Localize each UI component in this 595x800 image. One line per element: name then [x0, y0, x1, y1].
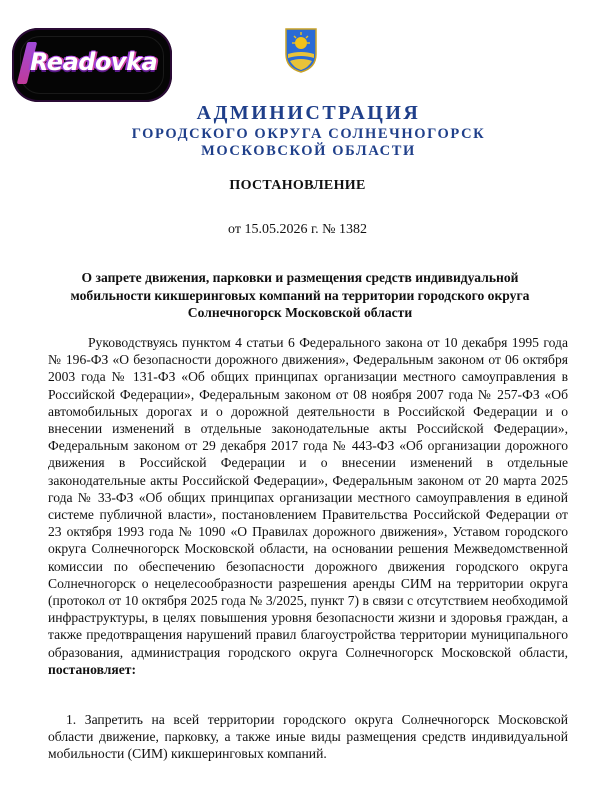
document-title: О запрете движения, парковки и размещения средств индивидуальной мобильности кикшеринговых компаний на территории городского округа Солнечногорск Московской области [70, 270, 530, 320]
document-date-number: от 15.05.2026 г. № 1382 [228, 222, 367, 237]
municipal-coat-of-arms-icon [283, 26, 319, 74]
issuer-district: ГОРОДСКОГО ОКРУГА СОЛНЕЧНОГОРСК [131, 126, 486, 142]
issuer-region: МОСКОВСКОЙ ОБЛАСТИ [201, 143, 416, 159]
issuer-administration: АДМИНИСТРАЦИЯ [196, 102, 421, 124]
resolves-word: постановляет: [48, 661, 136, 677]
issuer-header [0, 100, 595, 160]
document-type: ПОСТАНОВЛЕНИЕ [229, 178, 366, 193]
readovka-watermark [12, 28, 172, 102]
watermark-text: Readovka [30, 48, 158, 76]
preamble-text: Руководствуясь пунктом 4 статьи 6 Федерального закона от 10 декабря 1995 года № 196-ФЗ «О безопасности дорожного движения», Федеральным законом от 06 октября 2003 года № 131-ФЗ «Об общих принципах организации местного самоуправления в Российской Федерации», Федеральным законом от 08 ноября 2007 года № 257-ФЗ «Об автомобильных дорогах и о дорожной деятельности в Российской Федерации и о внесении изменений в отдельные законодательные акты Российской Федерации», Федеральным законом от 29 декабря 2017 года № 443-ФЗ «Об организации дорожного движения в Российской Федерации и о внесении изменений в отдельные законодательные акты Российской Федерации», Федеральным законом от 20 марта 2025 года № 33-ФЗ «Об общих принципах организации местного самоуправления в единой системе публичной власти», постановлением Правительства Российской Федерации от 23 октября 1993 года № 1090 «О Правилах дорожного движения», Уставом городского округа Солнечногорск Московской области, на основании решения Межведомственной комиссии по обеспечению безопасности дорожного движения городского округа Солнечногорск о нецелесообразности разрешения аренды СИМ на территории округа (протокол от 10 октября 2025 года № 3/2025, пункт 7) в связи с отсутствием необходимой инфраструктуры, в целях повышения уровня безопасности жизни и здоровья граждан, а также предотвращения нарушений правил благоустройства территории муниципального образования, администрация городского округа Солнечногорск Московской области, [48, 335, 568, 660]
document-preamble [48, 334, 568, 678]
decree-point-1: 1. Запретить на всей территории городского округа Солнечногорск Московской области движение, парковку, а также иные виды размещения средств индивидуальной мобильности (СИМ) кикшеринговых компаний. [48, 712, 568, 762]
